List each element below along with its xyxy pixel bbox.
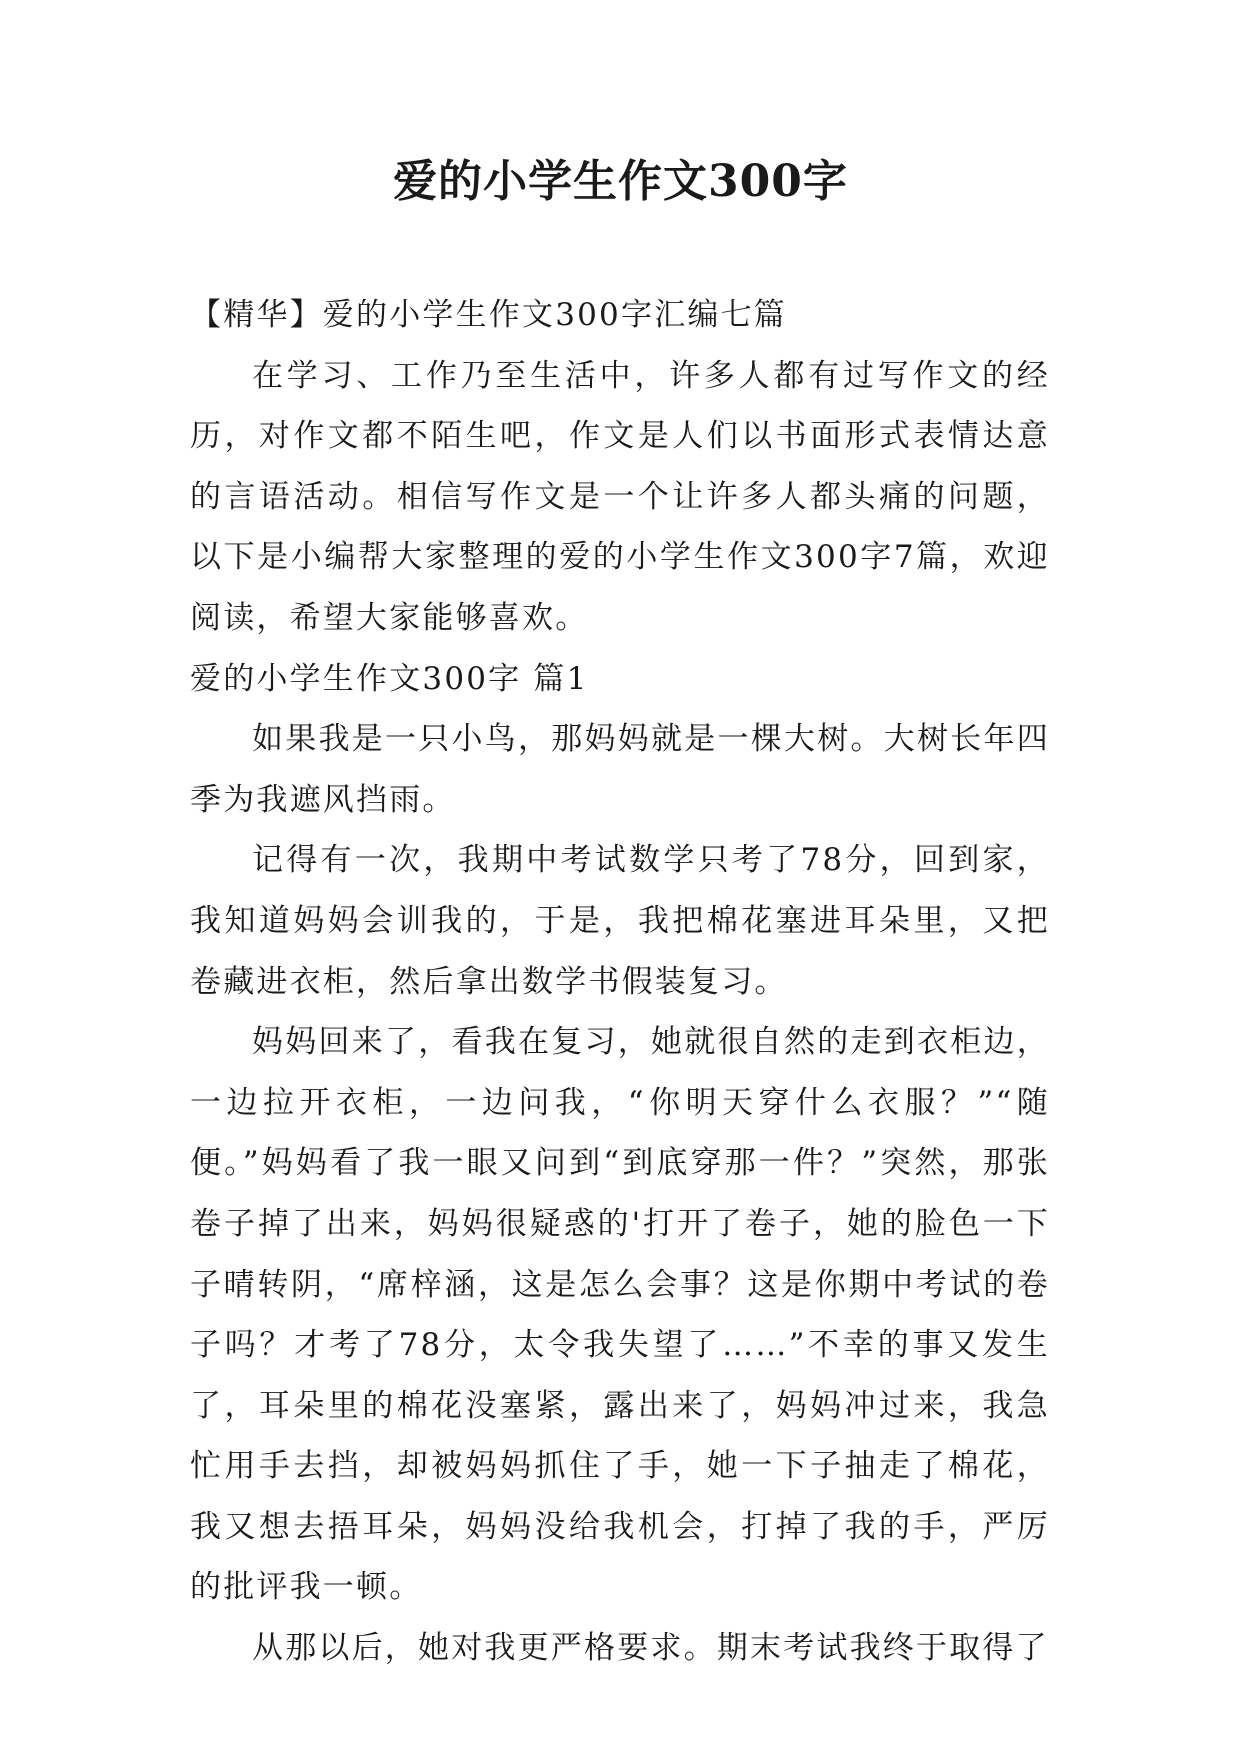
intro-paragraph: 在学习、工作乃至生活中，许多人都有过写作文的经历，对作文都不陌生吧，作文是人们以书面形式表情达意的言语活动。相信写作文是一个让许多人都头痛的问题，以下是小编帮大家整理的爱的小学生作文300字7篇，欢迎阅读，希望大家能够喜欢。 [190, 357, 1050, 636]
body-paragraph: 从那以后，她对我更严格要求。期末考试我终于取得了 [252, 1630, 1049, 1667]
body-paragraph: 记得有一次，我期中考试数学只考了78分，回到家，我知道妈妈会训我的，于是，我把棉花塞进耳朵里，又把卷藏进衣柜，然后拿出数学书假装复习。 [190, 842, 1050, 1000]
body-paragraph: 妈妈回来了，看我在复习，她就很自然的走到衣柜边，一边拉开衣柜，一边问我，“你明天穿什么衣服？”“随便。”妈妈看了我一眼又问到“到底穿那一件？”突然，那张卷子掉了出来，妈妈很疑惑的'打开了卷子，她的脸色一下子晴转阴，“席梓涵，这是怎么会事？这是你期中考试的卷子吗？才考了78分，太令我失望了……”不幸的事又发生了，耳朵里的棉花没塞紧，露出来了，妈妈冲过来，我急忙用手去挡，却被妈妈抓住了手，她一下子抽走了棉花，我又想去捂耳朵，妈妈没给我机会，打掉了我的手，严厉的批评我一顿。 [190, 1024, 1050, 1606]
document-body [190, 285, 1050, 1679]
section-heading: 爱的小学生作文300字 篇1 [190, 660, 589, 697]
page-title: 爱的小学生作文300字 [393, 156, 848, 207]
body-paragraph: 如果我是一只小鸟，那妈妈就是一棵大树。大树长年四季为我遮风挡雨。 [190, 721, 1050, 818]
document-subtitle: 【精华】爱的小学生作文300字汇编七篇 [190, 297, 787, 333]
